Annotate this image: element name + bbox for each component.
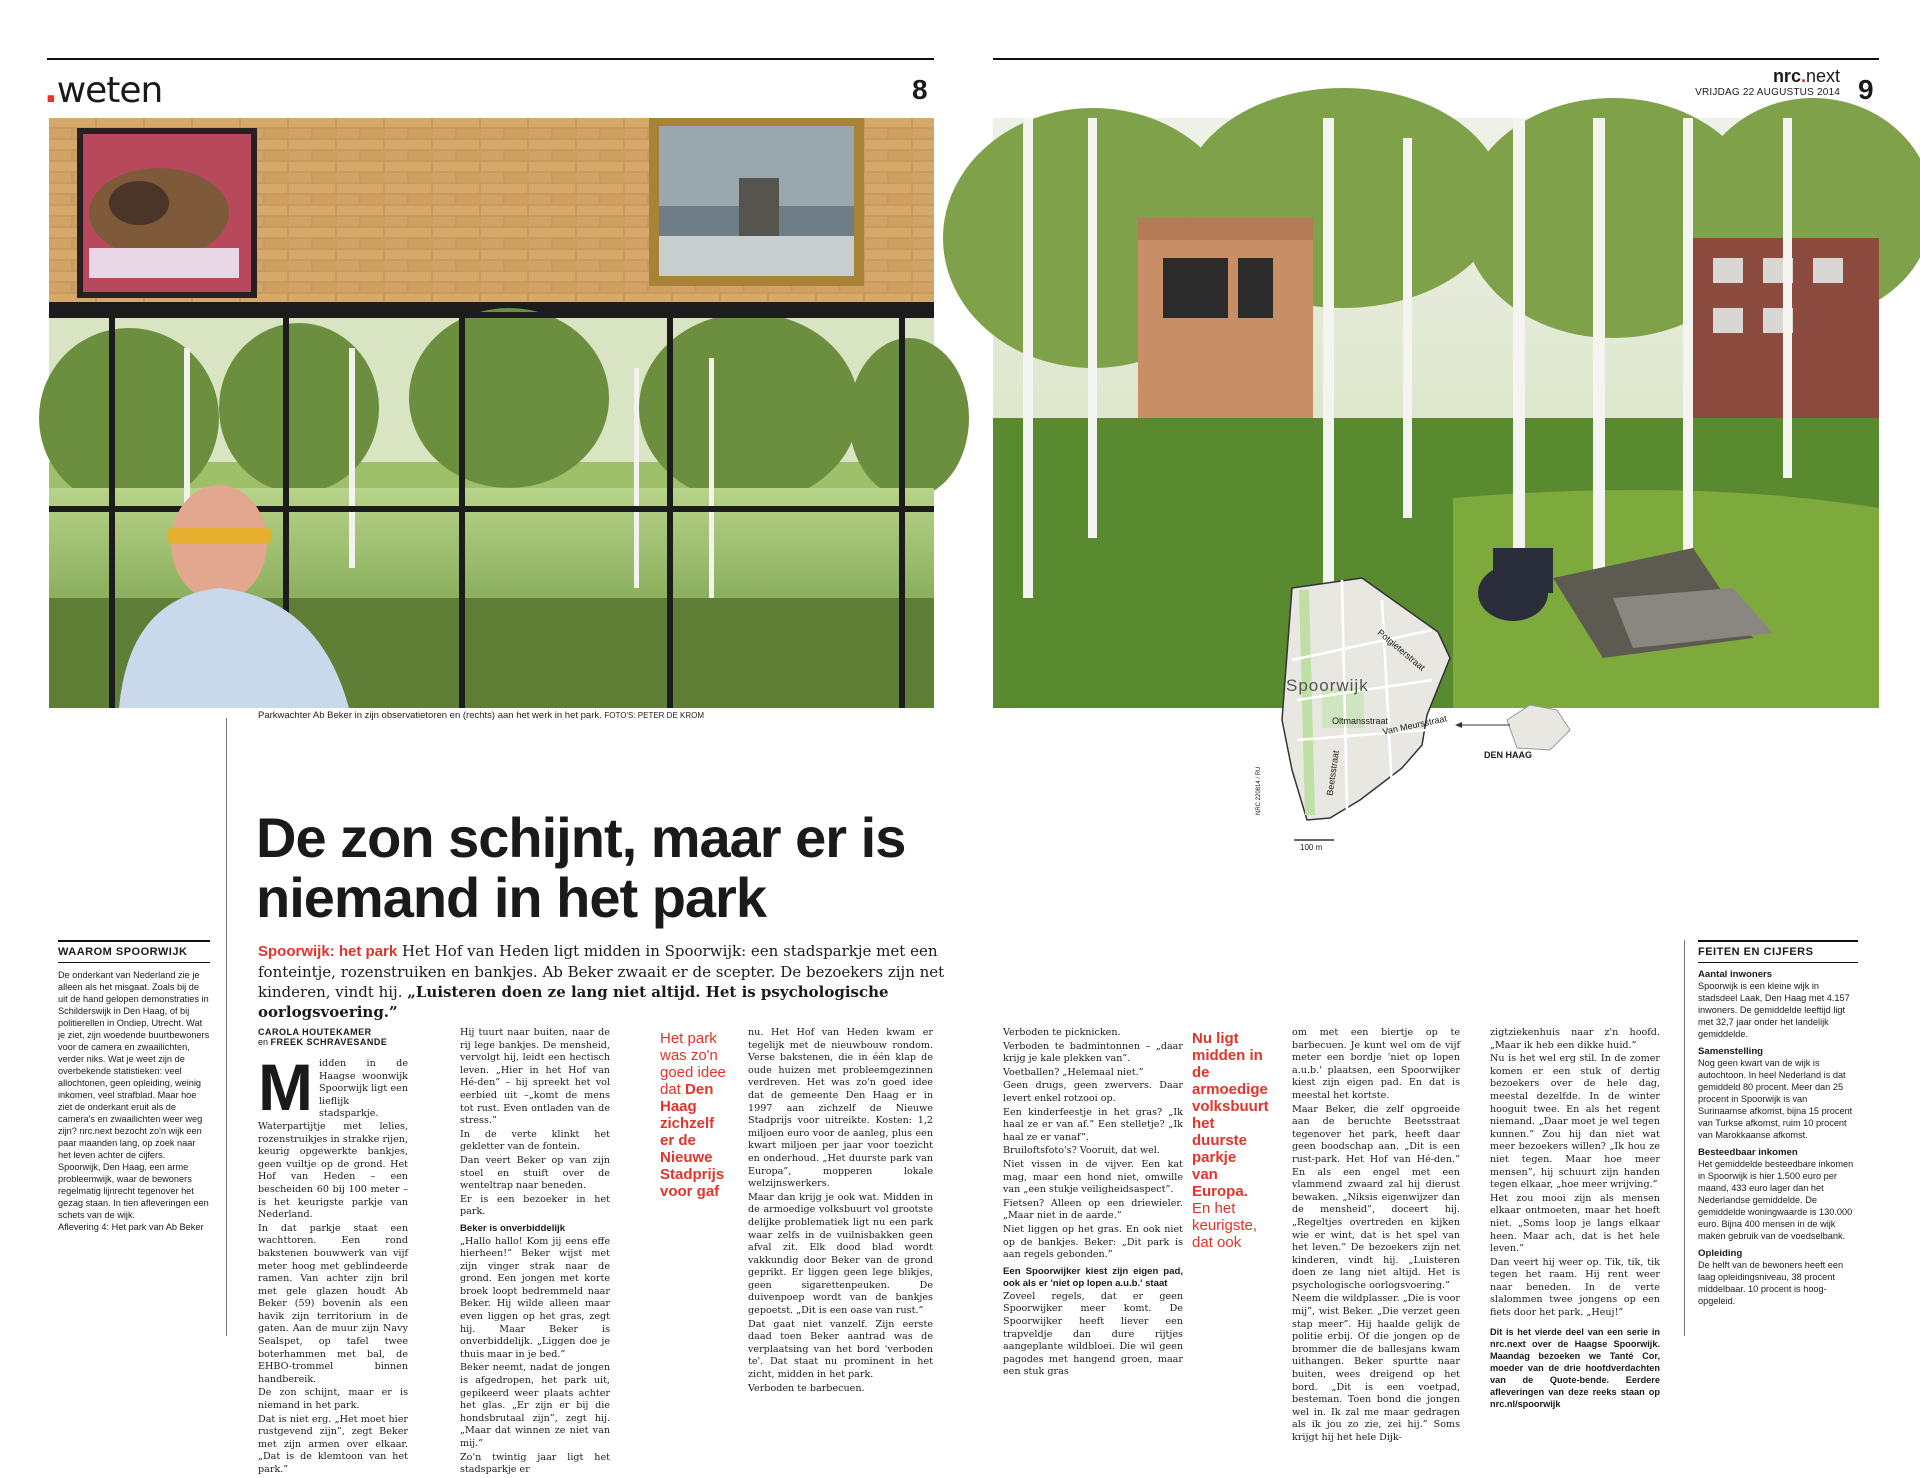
- sidebar-feiten-en-cijfers: FEITEN EN CIJFERS Aantal inwoners Spoorwijk is een kleine wijk in stadsdeel Laak, Den Haag met 4.157 inwoners. De gemiddelde leeftijd ligt met 32,7 jaar onder het landelijk gemiddelde. Samenstelling Nog geen kwart van de wijk is autochtoon. In heel Nederland is dat gemiddeld 80 procent. Meer dan 25 procent in Spoorwijk is van Surinaamse afkomst, bijna 15 procent van Turkse afkomst, ruim 10 procent van Marokkaanse afkomst. Besteedbaar inkomen Het gemiddelde besteedbare inkomen in Spoorwijk is hier 1.500 euro per maand, 433 euro lager dan het Nederlandse gemiddelde. De gemiddelde woningwaarde is 130.000 euro. Bijna 400 mensen in de wijk maken gebruik van de voedselbank. Opleiding De helft van de bewoners heeft een laag opleidingsniveau, 38 procent middelbaar. 10 procent is hoog-opgeleid.: [1698, 940, 1858, 1307]
- fact-text-samenstelling: Nog geen kwart van de wijk is autochtoon. In heel Nederland is dat gemiddeld 80 procent. Meer dan 25 procent in Spoorwijk is van Surinaamse afkomst, bijna 15 procent van Turkse afkomst, ruim 10 procent van Marokkaanse afkomst.: [1698, 1058, 1853, 1140]
- fact-text-inwoners: Spoorwijk is een kleine wijk in stadsdeel Laak, Den Haag met 4.157 inwoners. De gemiddelde leeftijd ligt met 32,7 jaar onder het landelijk gemiddelde.: [1698, 981, 1850, 1039]
- fact-label-inwoners: Aantal inwoners: [1698, 969, 1773, 980]
- section-label: .weten: [44, 70, 163, 111]
- masthead: nrc.next: [1772, 66, 1840, 86]
- pullquote-left: Het park was zo'n goed idee dat Den Haag zichzelf er de Nieuwe Stadprijs voor gaf: [660, 1030, 726, 1200]
- map-street-vanmeursstraat: Van Meursstraat: [1381, 713, 1448, 737]
- subhead-1: Beker is onverbiddelijk: [460, 1222, 566, 1234]
- fact-label-samenstelling: Samenstelling: [1698, 1046, 1764, 1057]
- photo-interior-image: [49, 118, 934, 708]
- fact-label-opleiding: Opleiding: [1698, 1248, 1743, 1259]
- sidebar-waarom-spoorwijk: WAAROM SPOORWIJK De onderkant van Nederland zie je alleen als het misgaat. Zoals bij de uit de hand gelopen demonstraties in Schilderswijk in Den Haag, of bij politierellen in Ondiep, Utrecht. Wat je ziet, zijn woedende buurtbewoners voor de camera en zwaailichten, verder niks. Wat je weet zijn de overbekende statistieken: veel allochtonen, geen opleiding, weinig inkomen, veel strafblad. Maar hoe ziet de onderkant eruit als de camera's en zwaailichten weer weg zijn? nrc.next bezocht zo'n wijk een paar maanden lang, op zoek naar het leven achter de cijfers. Spoorwijk, Den Haag, een arme probleemwijk, waar de bewoners regelmatig lijnrecht tegenover het gezag staan. In tien afleveringen een schets van de wijk. Aflevering 4: Het park van Ab Beker: [58, 940, 210, 1233]
- headline: De zon schijnt, maar er is niemand in het park: [256, 806, 906, 929]
- subhead-2: Een Spoorwijker kiest zijn eigen pad, ook als er 'niet op lopen a.u.b.' staat: [1003, 1265, 1183, 1290]
- page-number-right: 9: [1858, 74, 1874, 105]
- article-column-5: om met een biertje op te barbecuen. Je kunt wel om de vijf meter een bordje 'niet op lopen a.u.b.' plaatsen, een Spoorwijker kiest zijn eigen pad. En dat is meestal het kortste. Maar Beker, die zelf opgroeide aan de beruchte Beetsstraat tegenover het park, heeft daar geen boodschap aan. „Dit is een rust-park. Het Hof van Hé-den.” En als een engel met een vlammend zwaard zal hij dierust bewaken. „Niksis eigenwijzer dan de mensheid”, doceert hij. „Regeltjes overtreden en kijken wie er wint, dat is het spel van het leven.” De bezoekers zijn net kinderen, vindt hij. „Luisteren doen ze lang niet altijd. Het is psychologische oorlogsvoering.” Neem die wildplasser. „Die is voor mij”, wist Beker. „Die verzet geen stap meer”. Hij haalde gelijk de politie erbij. Of die jongen op de brommer die de ballesjans kwam uithangen. Beker spurtte naar buiten, wees dreigend op het bord. „Dit is een voetpad, besteman. Toen bond die jongen wel in. Ik zal me maar gedragen als ik jou zo zie, zei hij.” Soms krijgt hij het hele Dijk-: [1292, 1027, 1460, 1443]
- page-number-left: 8: [912, 74, 928, 105]
- article-column-2: Hij tuurt naar buiten, naar de rij lege bankjes. De mensheid, vervolgt hij, leidt een hectisch leven. „Hier in het Hof van Hé-den” – hij spreekt het vol eerbied uit –„komt de mens tot rust. Even ontladen van de stress.” In de verte klinkt het gekletter van de fontein. Dan veert Beker op van zijn stoel en stuift over de wenteltrap naar beneden. Er is een bezoeker in het park. Beker is onverbiddelijk „Hallo hallo! Kom jij eens effe hierheen!” Beker wijst met zijn vinger strak naar de grond. Een jongen met korte broek loopt bedremmeld naar Beker. Hij wilde alleen maar even liggen op het gras, zegt hij. Maar Beker is onverbiddelijk. „Liggen doe je thuis maar in je bed.” Beker neemt, nadat de jongen is afgedropen, het park uit, gepikeerd weer plaats achter het glas. „Er zijn er bij die hondsbrutaal zijn”, zegt hij. „Maar dat winnen ze niet van mij.” Zo'n twintig jaar ligt het stadsparkje er: [460, 1027, 610, 1476]
- photo-observation-tower: [49, 118, 934, 708]
- fact-label-inkomen: Besteedbaar inkomen: [1698, 1147, 1798, 1158]
- fact-text-opleiding: De helft van de bewoners heeft een laag opleidingsniveau, 38 procent middelbaar. 10 procent is hoog-opgeleid.: [1698, 1260, 1844, 1306]
- map-scale-label: 100 m: [1300, 843, 1323, 852]
- photo-caption: Parkwachter Ab Beker in zijn observatietoren en (rechts) aan het werk in het park. FOTO'S: PETER DE KROM: [258, 710, 705, 721]
- dateline: VRIJDAG 22 AUGUSTUS 2014: [1695, 87, 1840, 98]
- lede: Spoorwijk: het park Het Hof van Heden ligt midden in Spoorwijk: een stadsparkje met een fonteintje, rozenstruiken en bankjes. Ab Beker zwaait er de scepter. De bezoekers zijn net kinderen, vindt hij. „Luisteren doen ze lang niet altijd. Het is psychologische oorlogsvoering.”: [258, 942, 945, 1021]
- article-column-3: nu. Het Hof van Heden kwam er tegelijk met de nieuwbouw rondom. Verse bakstenen, die in één klap de oude huizen met probleemgezinnen verdreven. Het was zo'n goed idee dat de gemeente Den Haag er in 1997 aan zichzelf de Nieuwe Stadprijs voor uitreikte. Kosten: 1,2 miljoen euro voor de aanleg, plus een kwart miljoen per jaar voor toezicht en onderhoud. „Het duurste park van Europa”, mopperen lokale welzijnswerkers. Maar dan krijg je ook wat. Midden in de armoedige volksbuurt vol grootste delijke problematiek ligt nu een park waar zelfs in de vuilnisbakken geen afval zit. Elk dood blad wordt vakkundig door Beker van de grond geprikt. Er liggen geen lege blikjes, geen sigarettenpeuken. De duivenpoep wordt van de bankjes gepoetst. „Dit is een oase van rust.” Dat gaat niet vanzelf. Zijn eerste daad toen Beker aantrad was de verplaatsing van het bord 'verboden te'. Dat staat nu prominent in het zicht, midden in het park. Verboden te barbecuen.: [748, 1027, 933, 1394]
- section-dot: .: [44, 70, 57, 111]
- map-street-oltmansstraat: Oltmansstraat: [1332, 716, 1389, 726]
- fact-text-inkomen: Het gemiddelde besteedbare inkomen in Spoorwijk is hier 1.500 euro per maand, 433 euro lager dan het Nederlandse gemiddelde. De gemiddelde woningwaarde is 130.000 euro. Bijna 400 mensen in de wijk maken gebruik van de voedselbank.: [1698, 1159, 1854, 1241]
- map-street-beetsstraat: Beetsstraat: [1324, 749, 1341, 797]
- map-city-label: DEN HAAG: [1484, 750, 1533, 760]
- map-credit: NRC 220814 / RU: [1256, 766, 1262, 815]
- map-graphic: [1252, 570, 1582, 860]
- map-street-potgieterstraat: Potgieterstraat: [1375, 627, 1427, 673]
- location-map: [1252, 570, 1582, 860]
- article-column-6: zigtziekenhuis naar z'n hoofd. „Maar ik heb een dikke huid.” Nu is het wel erg stil. In de zomer komen er een stuk of dertig bezoekers over de hele dag, meestal dezelfde. In de winter hooguit twee. En als het regent niemand. „Daar moet je wel tegen kunnen.” Zou hij dan niet wat meer bezoekers willen? „Ik hou ze niet tegen. Maar hoe meer mensen”, hij schuurt zijn handen tegen elkaar, „hoe meer wrijving.” Het zou mooi zijn als mensen elkaar ontmoeten, maar het hoeft niet. „Soms loop je langs elkaar heen. Maar ach, dat is het hele leven.” Dan veert hij weer op. Tik, tik, tik tegen het raam. Hij rent weer naar beneden. In de verte slalommen twee jongens op een fiets door het park. „Heuj!” Dit is het vierde deel van een serie in nrc.next over de Haagse Spoorwijk. Maandag bezoeken we Tanté Cor, moeder van de drie hoofdverdachten van de Quote-bende. Eerdere afleveringen van deze reeks staan op nrc.nl/spoorwijk: [1490, 1027, 1660, 1409]
- article-column-4: Verboden te picknicken. Verboden te badmintonnen – „daar krijg je kale plekken van”. Voetballen? „Helemaal niet.” Geen drugs, geen zwervers. Daar levert enkel rotzooi op. Een kinderfeestje in het gras? „Ik haal ze er van af.” Een stelletje? „Ik haal ze er vanaf”. Bruiloftsfoto's? Vooruit, dat wel. Niet vissen in de vijver. Een kat mag, maar een hond niet, omwille van „een stukje veiligheidsaspect”. Fietsen? Alleen op een driewieler. „Maar niet in de aarde.” Niet liggen op het gras. En ook niet op de bankjes. Beker: „Dit park is aan regels gebonden.” Een Spoorwijker kiest zijn eigen pad, ook als er 'niet op lopen a.u.b.' staat Zoveel regels, dat er geen Spoorwijker meer komt. De Spoorwijker heeft liever een trapveldje dan dure rijtjes aangeplante wildbloei. Die wil geen pagodes met hangend groen, maar een stuk gras: [1003, 1027, 1183, 1378]
- byline: CAROLA HOUTEKAMER en FREEK SCHRAVESANDE: [258, 1027, 388, 1047]
- series-footnote: Dit is het vierde deel van een serie in nrc.next over de Haagse Spoorwijk. Maandag bezoeken we Tanté Cor, moeder van de drie hoofdverdachten van de Quote-bende. Eerdere afleveringen van deze reeks staan op nrc.nl/spoorwijk: [1490, 1326, 1660, 1409]
- article-column-1: Midden in de Haagse woonwijk Spoorwijk ligt een lieflijk stadsparkje. Waterpartijtje met lelies, rozenstruikjes in strakke rijen, keurig opgewerkte bankjes, geen vuiltje op de grond. Het Hof van Heden – een bescheiden 60 bij 100 meter – is het keurigste parkje van Nederland. In dat parkje staat een wachttoren. Een rond bakstenen bouwwerk van vijf meter hoog met geblindeerde ramen. Van achter zijn bril met gele glazen houdt Ab Beker (59) bovenin als een havik zijn territorium in de gaten. Aan de muur zijn Navy Sealspet, op tafel twee boterhammen met bal, de EHBO-trommel binnen handbereik. De zon schijnt, maar er is niemand in het park. Dat is niet erg. „Het moet hier rustgevend zijn”, zegt Beker met zijn armen over elkaar. „Dat is de klemtoon van het park.”: [258, 1050, 408, 1475]
- map-district-label: Spoorwijk: [1286, 676, 1369, 695]
- pullquote-right: Nu ligt midden in de armoedige volksbuurt het duurste parkje van Europa. En het keurigste, dat ook: [1192, 1030, 1269, 1251]
- dropcap: M: [258, 1050, 313, 1124]
